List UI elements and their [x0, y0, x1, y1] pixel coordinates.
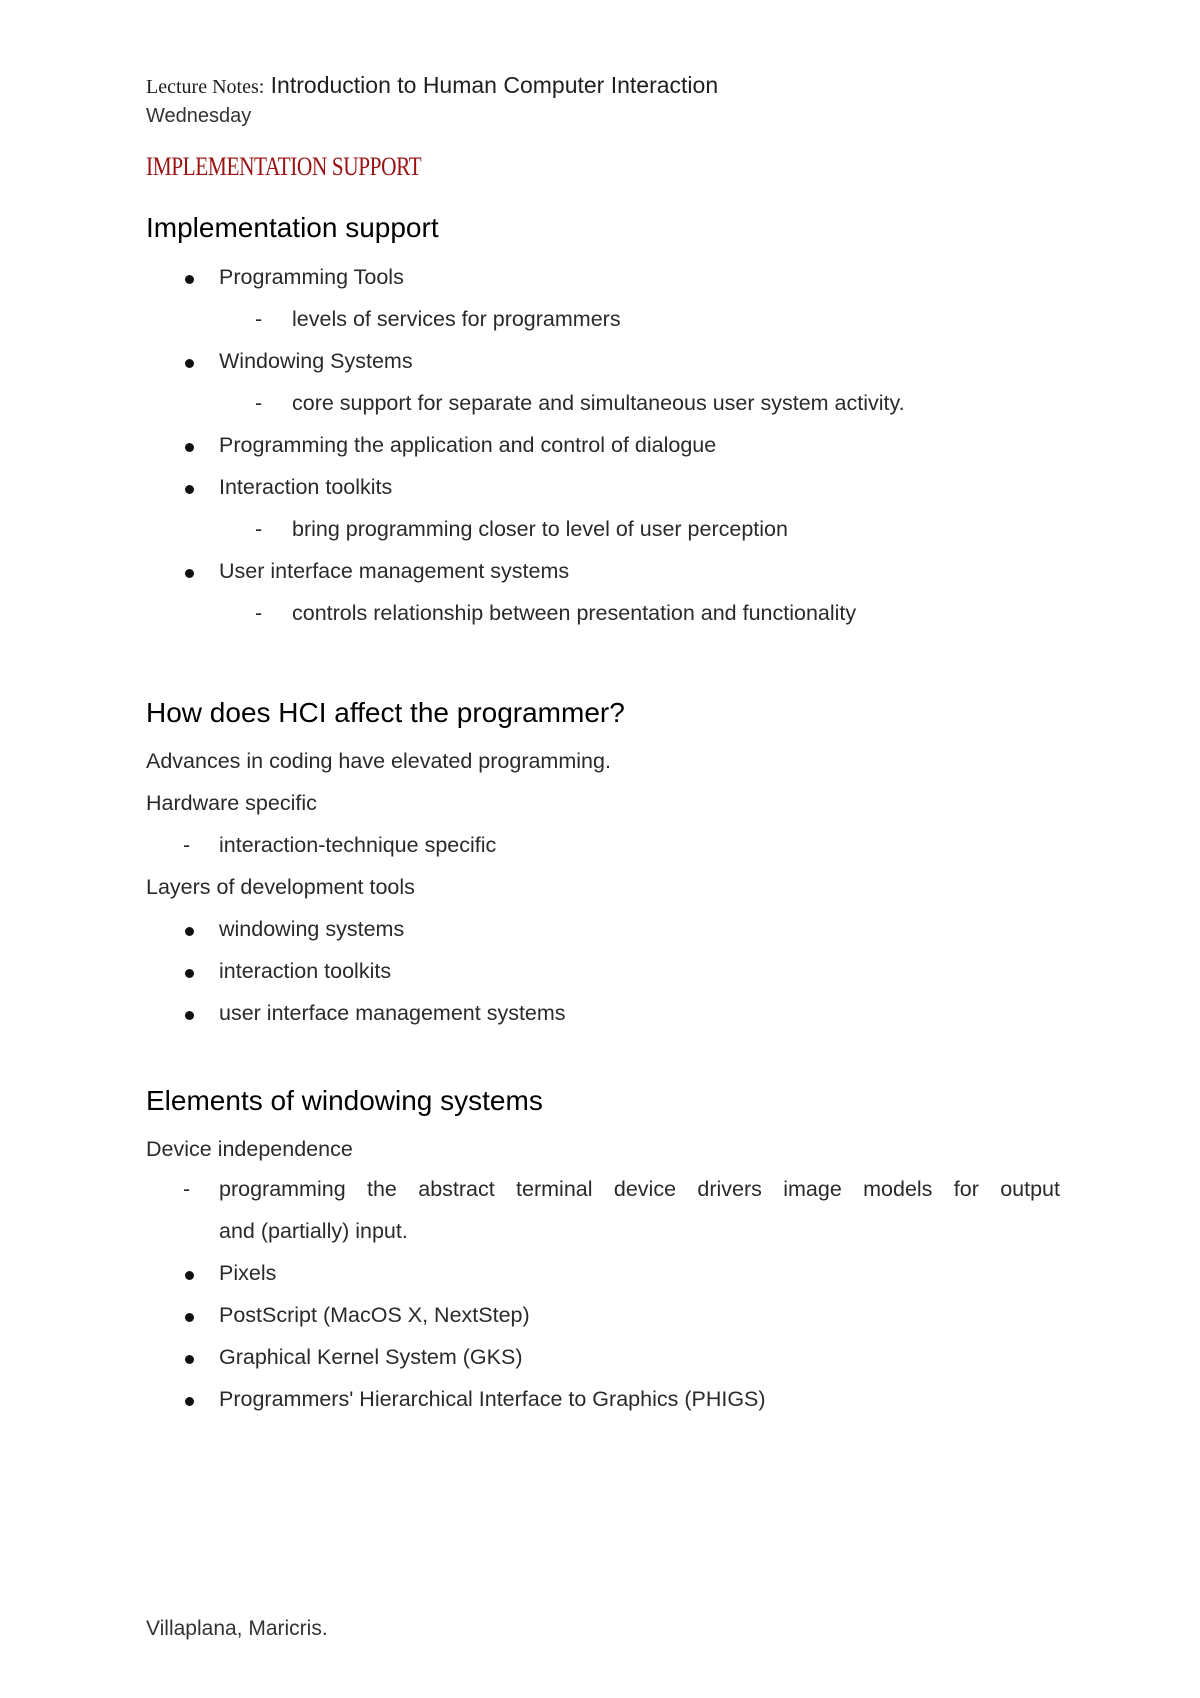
- bullet-icon: [185, 927, 194, 936]
- list-item: PostScript (MacOS X, NextStep): [219, 1303, 530, 1327]
- bullet-icon: [185, 359, 194, 368]
- bullet-icon: [185, 1313, 194, 1322]
- section-heading-windowing-elements: Elements of windowing systems: [146, 1085, 543, 1116]
- sub-item: interaction-technique specific: [219, 833, 497, 857]
- lecture-header: [146, 72, 718, 99]
- dash-marker: -: [255, 601, 263, 625]
- bullet-icon: [185, 969, 194, 978]
- bullet-icon: [185, 1397, 194, 1406]
- paragraph: Advances in coding have elevated programming.: [146, 749, 611, 773]
- dash-marker: -: [255, 391, 263, 415]
- list-item: Interaction toolkits: [219, 475, 393, 499]
- paragraph: Hardware specific: [146, 791, 317, 815]
- list-item: user interface management systems: [219, 1001, 566, 1025]
- bullet-icon: [185, 485, 194, 494]
- topic-banner: IMPLEMENTATION SUPPORT: [146, 152, 422, 181]
- list-item: interaction toolkits: [219, 959, 392, 983]
- course-title: Introduction to Human Computer Interaction: [270, 72, 719, 98]
- author-footer: Villaplana, Maricris.: [146, 1617, 328, 1640]
- sub-item: core support for separate and simultaneous user system activity.: [292, 391, 905, 415]
- lecture-notes-label: Lecture Notes:: [146, 76, 265, 98]
- list-item: Programming the application and control of dialogue: [219, 433, 717, 457]
- paragraph: Device independence: [146, 1137, 353, 1161]
- section-heading-hci-programmer: How does HCI affect the programmer?: [146, 697, 625, 728]
- bullet-icon: [185, 443, 194, 452]
- sub-item-line: and (partially) input.: [219, 1219, 408, 1243]
- lecture-day: Wednesday: [146, 105, 252, 127]
- sub-item: controls relationship between presentation and functionality: [292, 601, 857, 625]
- dash-marker: -: [183, 833, 191, 857]
- section-heading-implementation: Implementation support: [146, 212, 439, 243]
- dash-marker: -: [255, 307, 263, 331]
- paragraph: Layers of development tools: [146, 875, 415, 899]
- sub-item: levels of services for programmers: [292, 307, 621, 331]
- list-item: Pixels: [219, 1261, 277, 1285]
- sub-item-line: programming the abstract terminal device drivers image models for output: [219, 1177, 1060, 1201]
- bullet-icon: [185, 1355, 194, 1364]
- dash-marker: -: [183, 1177, 191, 1201]
- list-item: Windowing Systems: [219, 349, 413, 373]
- list-item: Programming Tools: [219, 265, 404, 289]
- bullet-icon: [185, 275, 194, 284]
- list-item: User interface management systems: [219, 559, 570, 583]
- list-item: Programmers' Hierarchical Interface to Graphics (PHIGS): [219, 1387, 766, 1411]
- sub-item: bring programming closer to level of user perception: [292, 517, 788, 541]
- bullet-icon: [185, 1271, 194, 1280]
- list-item: windowing systems: [219, 917, 405, 941]
- bullet-icon: [185, 1011, 194, 1020]
- dash-marker: -: [255, 517, 263, 541]
- list-item: Graphical Kernel System (GKS): [219, 1345, 523, 1369]
- bullet-icon: [185, 569, 194, 578]
